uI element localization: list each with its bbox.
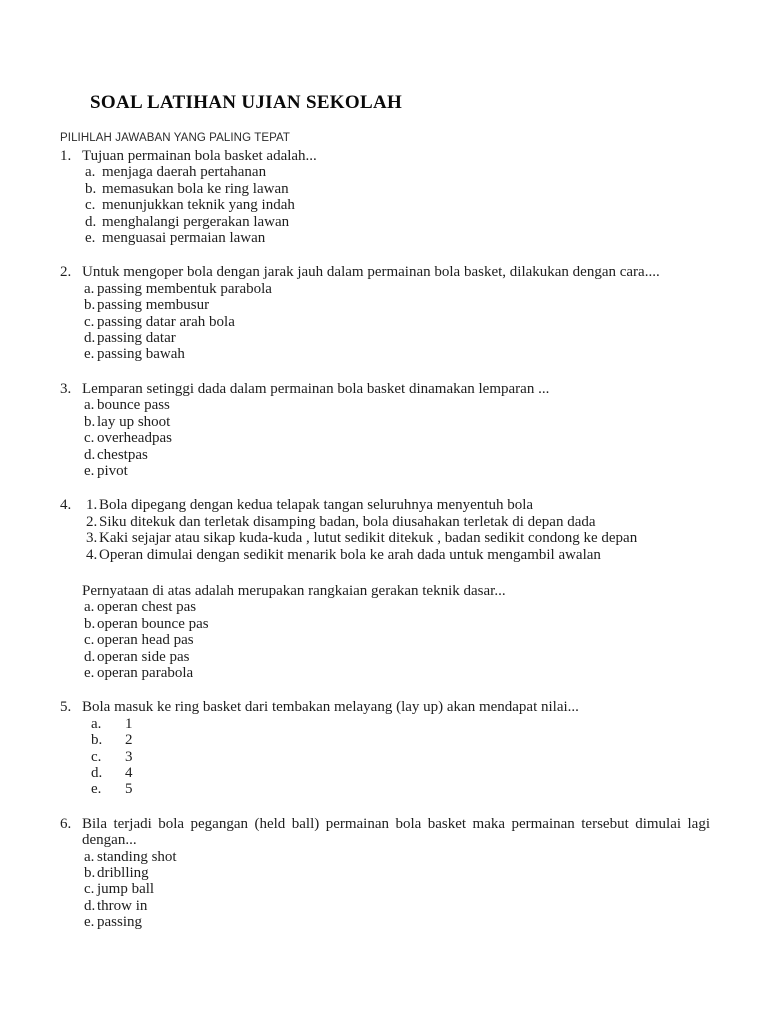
question-text: Lemparan setinggi dada dalam permainan bola basket dinamakan lemparan ... bbox=[82, 380, 550, 397]
question-block bbox=[60, 381, 710, 479]
option-text: 4 bbox=[125, 765, 133, 781]
option-row bbox=[82, 330, 710, 346]
option-row bbox=[82, 463, 710, 479]
question-text: Tujuan permainan bola basket adalah... bbox=[82, 148, 317, 164]
option-row bbox=[82, 665, 710, 681]
option-letter: d. bbox=[84, 446, 96, 463]
option-row bbox=[82, 914, 710, 930]
option-row bbox=[82, 214, 710, 230]
option-row bbox=[82, 414, 710, 430]
question-number: 3. bbox=[60, 380, 72, 397]
option-letter: e. bbox=[91, 781, 102, 798]
option-letter: e. bbox=[84, 462, 95, 479]
question-block bbox=[60, 699, 710, 797]
option-row bbox=[82, 164, 710, 180]
option-letter: a. bbox=[84, 397, 95, 414]
question-body bbox=[82, 816, 710, 931]
option-text: 2 bbox=[125, 732, 133, 749]
option-letter: d. bbox=[84, 330, 96, 347]
option-row bbox=[82, 732, 710, 748]
option-text: menguasai permaian lawan bbox=[102, 230, 266, 247]
option-text: menunjukkan teknik yang indah bbox=[102, 197, 295, 214]
sub-item-text: Kaki sejajar atau sikap kuda-kuda , lutut sedikit ditekuk , badan sedikit condong ke depan bbox=[99, 530, 638, 547]
question-number: 5. bbox=[60, 699, 72, 716]
option-row bbox=[82, 197, 710, 213]
question-body bbox=[82, 497, 710, 681]
instruction-text: PILIHLAH JAWABAN YANG PALING TEPAT bbox=[60, 132, 291, 144]
option-text: passing membusur bbox=[97, 297, 210, 314]
option-letter: c. bbox=[84, 430, 95, 447]
sub-item-text: Bola dipegang dengan kedua telapak tangan seluruhnya menyentuh bola bbox=[99, 497, 534, 514]
option-letter: b. bbox=[85, 180, 97, 197]
option-row bbox=[82, 314, 710, 330]
option-text: throw in bbox=[97, 897, 148, 914]
option-text: passing datar arah bola bbox=[97, 313, 235, 330]
option-letter: e. bbox=[84, 914, 95, 931]
option-row bbox=[82, 297, 710, 313]
question-text: Bola masuk ke ring basket dari tembakan melayang (lay up) akan mendapat nilai... bbox=[82, 699, 579, 716]
option-text: passing bbox=[97, 914, 142, 931]
sub-item-number: 3. bbox=[86, 530, 98, 547]
question-text: Untuk mengoper bola dengan jarak jauh dalam permainan bola basket, dilakukan dengan cara.... bbox=[82, 264, 660, 281]
option-letter: b. bbox=[84, 297, 96, 314]
sub-item bbox=[82, 547, 710, 563]
option-text: driblling bbox=[97, 865, 149, 882]
sub-item-text: Siku ditekuk dan terletak disamping badan, bola diusahakan terletak di depan dada bbox=[99, 513, 596, 530]
option-row bbox=[82, 749, 710, 765]
option-text: operan side pas bbox=[97, 648, 190, 665]
question-block bbox=[60, 264, 710, 362]
option-row bbox=[82, 781, 710, 797]
option-letter: a. bbox=[85, 164, 96, 181]
option-letter: c. bbox=[91, 748, 102, 765]
option-letter: a. bbox=[91, 715, 102, 732]
option-row bbox=[82, 230, 710, 246]
option-row bbox=[82, 616, 710, 632]
option-row bbox=[82, 898, 710, 914]
sub-item bbox=[82, 514, 710, 530]
question-number: 1. bbox=[60, 148, 72, 164]
option-row bbox=[82, 346, 710, 362]
option-letter: c. bbox=[84, 881, 95, 898]
option-text: 1 bbox=[125, 715, 133, 732]
option-text: passing bawah bbox=[97, 346, 185, 363]
question-block bbox=[60, 816, 710, 931]
option-text: jump ball bbox=[97, 881, 155, 898]
option-row bbox=[82, 765, 710, 781]
question-block bbox=[60, 497, 710, 681]
option-letter: a. bbox=[84, 599, 95, 616]
option-letter: c. bbox=[85, 197, 96, 214]
question-body bbox=[82, 381, 710, 479]
option-letter: d. bbox=[84, 897, 96, 914]
question-number: 6. bbox=[60, 815, 72, 832]
option-letter: b. bbox=[84, 413, 96, 430]
option-text: operan chest pas bbox=[97, 599, 197, 616]
question-body bbox=[82, 148, 710, 246]
option-row bbox=[82, 599, 710, 615]
option-row bbox=[82, 865, 710, 881]
option-letter: b. bbox=[84, 615, 96, 632]
option-text: operan head pas bbox=[97, 632, 194, 649]
sub-item-number: 1. bbox=[86, 497, 98, 514]
question-number: 2. bbox=[60, 264, 72, 281]
question-text-line: dengan... bbox=[82, 832, 137, 849]
sub-item bbox=[82, 530, 710, 546]
option-row bbox=[82, 849, 710, 865]
option-text: passing datar bbox=[97, 330, 176, 347]
option-letter: d. bbox=[91, 765, 103, 781]
sub-item-text: Operan dimulai dengan sedikit menarik bola ke arah dada untuk mengambil awalan bbox=[99, 546, 601, 563]
option-text: chestpas bbox=[97, 446, 148, 463]
option-row bbox=[82, 632, 710, 648]
option-row bbox=[82, 447, 710, 463]
option-text: standing shot bbox=[97, 848, 177, 865]
option-letter: b. bbox=[84, 865, 96, 882]
sub-item-number: 4. bbox=[86, 546, 98, 563]
option-text: pivot bbox=[97, 462, 128, 479]
option-letter: e. bbox=[84, 346, 95, 363]
option-text: overheadpas bbox=[97, 430, 172, 447]
option-text: operan bounce pas bbox=[97, 615, 209, 632]
question-list bbox=[60, 148, 710, 931]
question-block bbox=[60, 148, 710, 246]
question-text-line: Bila terjadi bola pegangan (held ball) permainan bola basket maka permainan tersebut dimulai lagi bbox=[82, 815, 710, 832]
option-row bbox=[82, 881, 710, 897]
option-letter: b. bbox=[91, 732, 103, 749]
question-body bbox=[82, 264, 710, 362]
option-text: 5 bbox=[125, 781, 133, 798]
option-text: menghalangi pergerakan lawan bbox=[102, 213, 290, 230]
sub-item-number: 2. bbox=[86, 513, 98, 530]
option-row bbox=[82, 181, 710, 197]
option-letter: d. bbox=[85, 213, 97, 230]
option-letter: c. bbox=[84, 632, 95, 649]
option-letter: e. bbox=[84, 664, 95, 681]
question-body bbox=[82, 699, 710, 797]
option-text: lay up shoot bbox=[97, 413, 171, 430]
option-text: bounce pass bbox=[97, 397, 170, 414]
option-row bbox=[82, 716, 710, 732]
question-sub-items bbox=[82, 497, 710, 563]
option-row bbox=[82, 649, 710, 665]
option-row bbox=[82, 430, 710, 446]
option-row bbox=[82, 397, 710, 413]
question-number: 4. bbox=[60, 497, 72, 514]
page-title: SOAL LATIHAN UJIAN SEKOLAH bbox=[90, 92, 403, 113]
statement-text: Pernyataan di atas adalah merupakan rangkaian gerakan teknik dasar... bbox=[82, 582, 506, 599]
option-text: menjaga daerah pertahanan bbox=[102, 164, 267, 181]
option-letter: e. bbox=[85, 230, 96, 247]
option-letter: c. bbox=[84, 313, 95, 330]
option-text: passing membentuk parabola bbox=[97, 280, 272, 297]
option-letter: a. bbox=[84, 848, 95, 865]
option-letter: d. bbox=[84, 648, 96, 665]
option-letter: a. bbox=[84, 280, 95, 297]
option-text: 3 bbox=[125, 748, 133, 765]
option-text: memasukan bola ke ring lawan bbox=[102, 180, 289, 197]
option-row bbox=[82, 281, 710, 297]
option-text: operan parabola bbox=[97, 664, 194, 681]
sub-item bbox=[82, 497, 710, 513]
